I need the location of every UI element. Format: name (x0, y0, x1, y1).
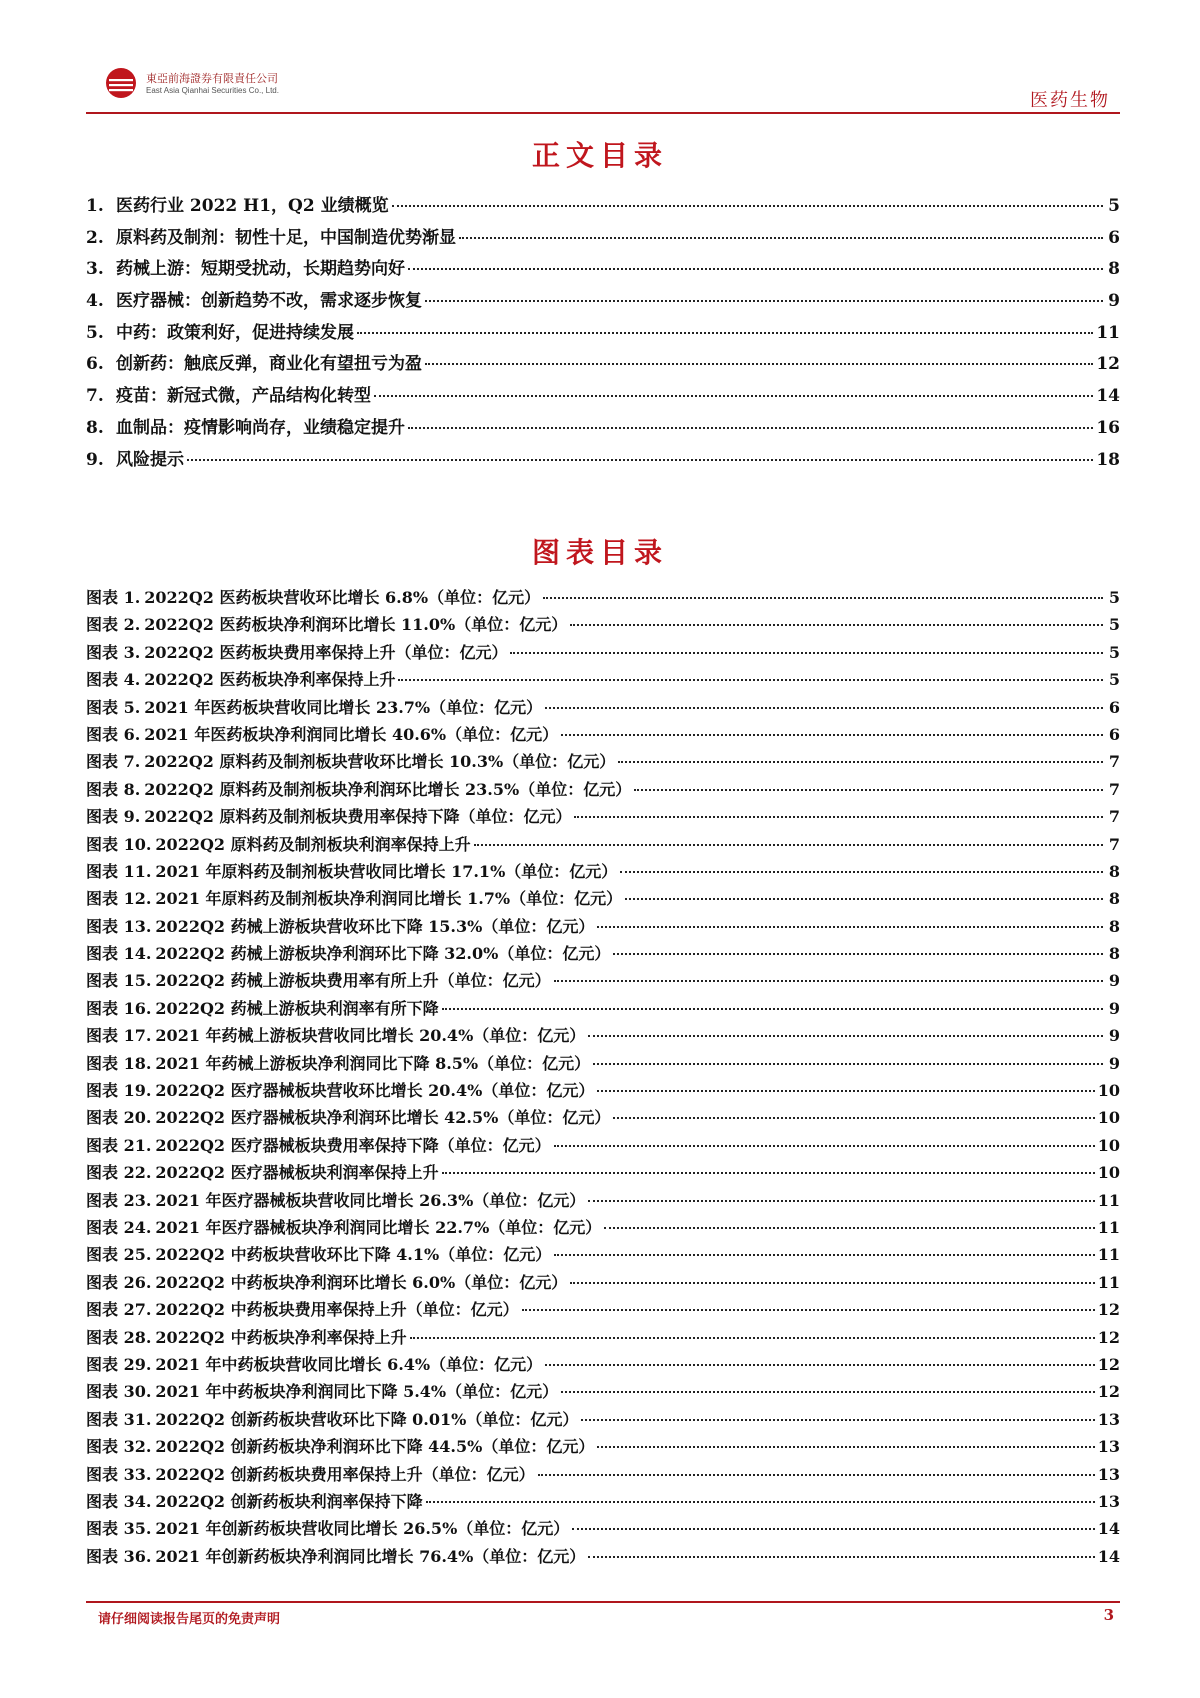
figure-entry[interactable] (86, 667, 1120, 694)
toc-title: 正文目录 (531, 139, 668, 172)
figure-entry-page: 11 (1097, 1272, 1120, 1292)
figure-entry-page: 8 (1108, 889, 1120, 909)
figure-entry[interactable] (86, 1133, 1120, 1160)
figure-entry-title: 2022Q2 医药板块费用率保持上升（单位：亿元） (144, 642, 508, 662)
figure-entry-page: 6 (1108, 697, 1120, 717)
figure-entry-label: 图表 34. (86, 1491, 152, 1511)
figure-entry-title: 2021 年药械上游板块营收同比增长 20.4%（单位：亿元） (155, 1026, 586, 1046)
company-logo-icon (104, 66, 138, 100)
figure-entry-title: 2021 年医药板块营收同比增长 23.7%（单位：亿元） (144, 697, 543, 717)
toc-entry[interactable] (86, 254, 1120, 286)
dot-leader (459, 237, 1103, 239)
figure-entry-page: 6 (1108, 724, 1120, 744)
figure-entry-label: 图表 33. (86, 1464, 152, 1484)
figure-entry-label: 图表 23. (86, 1190, 152, 1210)
figure-entry-page: 10 (1097, 1163, 1120, 1183)
figure-entry-label: 图表 5. (86, 697, 141, 717)
figure-entry-page: 5 (1108, 670, 1120, 690)
figure-entry-label: 图表 6. (86, 724, 141, 744)
figure-entry-label: 图表 19. (86, 1081, 152, 1101)
dot-leader (392, 205, 1103, 207)
figure-entry-title: 2021 年医药板块净利润同比增长 40.6%（单位：亿元） (144, 724, 559, 744)
figure-entry-page: 14 (1097, 1546, 1120, 1566)
figure-entry[interactable] (86, 1297, 1120, 1324)
figure-entry-label: 图表 17. (86, 1026, 152, 1046)
figure-entry[interactable] (86, 1407, 1120, 1434)
figure-entry-title: 2022Q2 原料药及制剂板块利润率保持上升 (155, 834, 471, 854)
figure-entry-title: 2022Q2 药械上游板块利润率有所下降 (155, 998, 439, 1018)
figure-entry-title: 2022Q2 创新药板块营收环比下降 0.01%（单位：亿元） (155, 1409, 579, 1429)
figure-entry[interactable] (86, 640, 1120, 667)
figure-entry[interactable] (86, 1105, 1120, 1132)
toc-entry[interactable] (86, 286, 1120, 318)
sector-label: 医药生物 (1030, 90, 1110, 111)
figure-entry-label: 图表 10. (86, 834, 152, 854)
figure-entry-page: 5 (1108, 642, 1120, 662)
figure-entry-title: 2022Q2 中药板块费用率保持上升（单位：亿元） (155, 1300, 519, 1320)
figure-entry-page: 13 (1097, 1491, 1120, 1511)
figure-entry-label: 图表 16. (86, 998, 152, 1018)
figure-entry[interactable] (86, 1379, 1120, 1406)
figure-entry[interactable] (86, 941, 1120, 968)
figure-entry-page: 11 (1097, 1217, 1120, 1237)
figure-entry-label: 图表 21. (86, 1135, 152, 1155)
toc-entry-number: 6. (86, 354, 104, 375)
figure-entry[interactable] (86, 914, 1120, 941)
figure-entry-title: 2022Q2 医药板块营收环比增长 6.8%（单位：亿元） (144, 588, 541, 607)
figure-entry-title: 2021 年药械上游板块净利润同比下降 8.5%（单位：亿元） (155, 1053, 591, 1073)
figure-entry-label: 图表 1. (86, 588, 141, 607)
figure-entry-title: 2022Q2 原料药及制剂板块费用率保持下降（单位：亿元） (144, 807, 572, 827)
page-header (86, 66, 1120, 112)
figure-entry-page: 5 (1108, 588, 1120, 607)
figure-entry[interactable] (86, 722, 1120, 749)
figure-entry-label: 图表 18. (86, 1053, 152, 1073)
figure-entry-page: 12 (1097, 1327, 1120, 1347)
figure-entry-label: 图表 27. (86, 1300, 152, 1320)
figure-entry[interactable] (86, 1352, 1120, 1379)
figure-entry-label: 图表 4. (86, 670, 141, 690)
toc-entry-number: 5. (86, 322, 104, 343)
dot-leader (634, 789, 1103, 791)
figure-entry[interactable] (86, 1516, 1120, 1543)
dot-leader (588, 1035, 1103, 1037)
figure-entry-title: 2022Q2 中药板块营收环比下降 4.1%（单位：亿元） (155, 1245, 552, 1265)
figure-entry-label: 图表 11. (86, 861, 152, 881)
figure-entry-page: 13 (1097, 1409, 1120, 1429)
dot-leader (593, 1063, 1103, 1065)
dot-leader (597, 1446, 1094, 1448)
toc-entry[interactable] (86, 381, 1120, 413)
toc-entry-title: 医药行业 2022 H1，Q2 业绩概览 (116, 196, 389, 216)
toc-entry-number: 1. (86, 196, 104, 216)
figure-entry-title: 2022Q2 医药板块净利润环比增长 11.0%（单位：亿元） (144, 615, 568, 635)
figures-toc-title: 图表目录 (531, 536, 668, 569)
figure-entry-title: 2021 年原料药及制剂板块营收同比增长 17.1%（单位：亿元） (155, 861, 618, 881)
toc-entry-title: 创新药：触底反弹，商业化有望扭亏为盈 (116, 354, 422, 375)
dot-leader (408, 268, 1103, 270)
figure-entry[interactable] (86, 996, 1120, 1023)
figure-entry-page: 11 (1097, 1190, 1120, 1210)
figure-entry-label: 图表 25. (86, 1245, 152, 1265)
figure-entry-page: 8 (1108, 944, 1120, 964)
figure-entry-page: 8 (1108, 916, 1120, 936)
figure-entry-label: 图表 2. (86, 615, 141, 635)
figure-entry-page: 10 (1097, 1081, 1120, 1101)
figure-entry-title: 2022Q2 药械上游板块营收环比下降 15.3%（单位：亿元） (155, 916, 595, 936)
figure-entry-title: 2022Q2 创新药板块费用率保持上升（单位：亿元） (155, 1464, 535, 1484)
toc-entry-page: 18 (1096, 449, 1120, 470)
figure-entry-title: 2022Q2 创新药板块利润率保持下降 (155, 1491, 423, 1511)
figure-entry-title: 2021 年中药板块净利润同比下降 5.4%（单位：亿元） (155, 1382, 559, 1402)
figure-entry-page: 13 (1097, 1464, 1120, 1484)
figure-entry-label: 图表 22. (86, 1163, 152, 1183)
figure-entry[interactable] (86, 1489, 1120, 1516)
figure-entry-title: 2021 年创新药板块净利润同比增长 76.4%（单位：亿元） (155, 1546, 586, 1566)
figure-entry-label: 图表 36. (86, 1546, 152, 1566)
figure-entry-page: 5 (1108, 615, 1120, 635)
figure-entry-page: 12 (1097, 1382, 1120, 1402)
figure-entry[interactable] (86, 749, 1120, 776)
figure-entry-label: 图表 12. (86, 889, 152, 909)
toc-entry[interactable] (86, 223, 1120, 255)
dot-leader (374, 395, 1093, 397)
dot-leader (574, 816, 1103, 818)
figure-entry-page: 9 (1108, 971, 1120, 991)
dot-leader (543, 597, 1103, 599)
dot-leader (561, 734, 1103, 736)
toc-entry-title: 风险提示 (116, 449, 184, 470)
figure-entry-label: 图表 9. (86, 807, 141, 827)
figure-entry[interactable] (86, 1023, 1120, 1050)
figure-entry[interactable] (86, 1434, 1120, 1461)
dot-leader (561, 1391, 1095, 1393)
toc-entry-number: 4. (86, 291, 104, 312)
footer-disclaimer: 请仔细阅读报告尾页的免责声明 (98, 1612, 281, 1627)
figure-entry-label: 图表 15. (86, 971, 152, 991)
figure-entry-title: 2022Q2 医疗器械板块净利润环比增长 42.5%（单位：亿元） (155, 1108, 611, 1128)
figure-entry[interactable] (86, 585, 1120, 612)
dot-leader (474, 844, 1103, 846)
figure-entry-page: 14 (1097, 1519, 1120, 1539)
figure-entry-label: 图表 35. (86, 1519, 152, 1539)
dot-leader (613, 1117, 1094, 1119)
figure-entry-label: 图表 24. (86, 1217, 152, 1237)
figure-entry-title: 2021 年医疗器械板块净利润同比增长 22.7%（单位：亿元） (155, 1217, 602, 1237)
toc-entry-title: 中药：政策利好，促进持续发展 (116, 322, 354, 343)
figure-entry-label: 图表 3. (86, 642, 141, 662)
figure-entry-title: 2022Q2 医药板块净利率保持上升 (144, 670, 396, 690)
toc-entry-number: 9. (86, 449, 104, 470)
figure-entry-label: 图表 29. (86, 1354, 152, 1374)
toc-entry-title: 疫苗：新冠式微，产品结构化转型 (116, 386, 371, 407)
dot-leader (554, 980, 1103, 982)
figure-entry[interactable] (86, 777, 1120, 804)
figure-entry-page: 9 (1108, 1053, 1120, 1073)
figure-entry-title: 2021 年创新药板块营收同比增长 26.5%（单位：亿元） (155, 1519, 570, 1539)
figure-entry-title: 2022Q2 医疗器械板块费用率保持下降（单位：亿元） (155, 1135, 551, 1155)
figure-entry-title: 2022Q2 医疗器械板块利润率保持上升 (155, 1163, 439, 1183)
figure-entry-label: 图表 31. (86, 1409, 152, 1429)
figure-entry-label: 图表 20. (86, 1108, 152, 1128)
dot-leader (620, 871, 1103, 873)
dot-leader (570, 624, 1103, 626)
toc-entry[interactable] (86, 191, 1120, 223)
figure-entry-title: 2022Q2 中药板块净利率保持上升 (155, 1327, 407, 1347)
figure-entry-page: 7 (1108, 779, 1120, 799)
company-name-cn: 東亞前海證券有限責任公司 (146, 72, 278, 85)
figure-entry[interactable] (86, 1242, 1120, 1269)
figure-entry[interactable] (86, 1188, 1120, 1215)
figure-entry[interactable] (86, 612, 1120, 639)
toc-entry-page: 5 (1108, 196, 1120, 216)
footer-divider (86, 1601, 1120, 1603)
dot-leader (572, 1528, 1094, 1530)
figure-entry-page: 7 (1108, 834, 1120, 854)
toc-entry[interactable] (86, 349, 1120, 381)
toc-entry-page: 12 (1096, 354, 1120, 375)
figure-entry-title: 2022Q2 创新药板块净利润环比下降 44.5%（单位：亿元） (155, 1437, 595, 1457)
page-number: 3 (1103, 1606, 1114, 1624)
dot-leader (597, 926, 1103, 928)
figure-entry-label: 图表 14. (86, 944, 152, 964)
figure-entry-label: 图表 7. (86, 752, 141, 772)
figure-entry-title: 2021 年医疗器械板块营收同比增长 26.3%（单位：亿元） (155, 1190, 586, 1210)
toc-entry-title: 血制品：疫情影响尚存，业绩稳定提升 (116, 417, 405, 438)
figure-entry-title: 2022Q2 药械上游板块费用率有所上升（单位：亿元） (155, 971, 551, 991)
dot-leader (426, 1501, 1095, 1503)
dot-leader (522, 1309, 1095, 1311)
toc-list (86, 191, 1120, 476)
figure-entry-page: 10 (1097, 1135, 1120, 1155)
dot-leader (408, 427, 1093, 429)
figure-entry-page: 9 (1108, 998, 1120, 1018)
dot-leader (545, 1364, 1095, 1366)
figure-entry[interactable] (86, 1270, 1120, 1297)
dot-leader (442, 1172, 1095, 1174)
dot-leader (538, 1474, 1095, 1476)
dot-leader (545, 707, 1103, 709)
dot-leader (581, 1419, 1094, 1421)
dot-leader (357, 332, 1093, 334)
toc-entry[interactable] (86, 413, 1120, 445)
dot-leader (410, 1337, 1095, 1339)
figure-entry[interactable] (86, 886, 1120, 913)
dot-leader (588, 1200, 1094, 1202)
dot-leader (510, 652, 1103, 654)
figure-entry-page: 12 (1097, 1354, 1120, 1374)
dot-leader (604, 1227, 1094, 1229)
figure-entry-title: 2021 年原料药及制剂板块净利润同比增长 1.7%（单位：亿元） (155, 889, 623, 909)
figure-entry[interactable] (86, 968, 1120, 995)
toc-entry-title: 药械上游：短期受扰动，长期趋势向好 (116, 259, 405, 280)
figure-entry-page: 10 (1097, 1108, 1120, 1128)
figure-entry[interactable] (86, 1325, 1120, 1352)
toc-entry[interactable] (86, 445, 1120, 477)
figure-entry-page: 8 (1108, 861, 1120, 881)
figure-entry-label: 图表 30. (86, 1382, 152, 1402)
dot-leader (425, 300, 1103, 302)
toc-entry-page: 11 (1096, 322, 1120, 343)
figure-entry-title: 2022Q2 医疗器械板块营收环比增长 20.4%（单位：亿元） (155, 1081, 595, 1101)
figure-entry-page: 9 (1108, 1026, 1120, 1046)
figure-entry-page: 13 (1097, 1437, 1120, 1457)
figure-entry[interactable] (86, 1462, 1120, 1489)
dot-leader (625, 898, 1103, 900)
header-divider (86, 112, 1120, 114)
figure-entry[interactable] (86, 859, 1120, 886)
dot-leader (570, 1282, 1095, 1284)
toc-entry-number: 7. (86, 386, 104, 407)
figure-entry-title: 2022Q2 原料药及制剂板块净利润环比增长 23.5%（单位：亿元） (144, 779, 632, 799)
figure-entry[interactable] (86, 1078, 1120, 1105)
figure-entry-label: 图表 13. (86, 916, 152, 936)
toc-entry[interactable] (86, 318, 1120, 350)
toc-entry-page: 8 (1108, 259, 1120, 280)
dot-leader (554, 1254, 1095, 1256)
dot-leader (398, 679, 1103, 681)
figure-entry[interactable] (86, 804, 1120, 831)
dot-leader (613, 953, 1103, 955)
figures-toc-list (86, 585, 1120, 1571)
figure-entry[interactable] (86, 1051, 1120, 1078)
figure-entry-page: 11 (1097, 1245, 1120, 1265)
figure-entry-page: 7 (1108, 807, 1120, 827)
figure-entry-title: 2021 年中药板块营收同比增长 6.4%（单位：亿元） (155, 1354, 543, 1374)
figure-entry-label: 图表 28. (86, 1327, 152, 1347)
dot-leader (588, 1556, 1094, 1558)
dot-leader (187, 459, 1093, 461)
figure-entry-label: 图表 26. (86, 1272, 152, 1292)
dot-leader (618, 761, 1103, 763)
toc-entry-page: 6 (1108, 227, 1120, 248)
dot-leader (442, 1008, 1103, 1010)
dot-leader (554, 1145, 1095, 1147)
figure-entry-label: 图表 32. (86, 1437, 152, 1457)
figure-entry[interactable] (86, 1544, 1120, 1571)
toc-entry-number: 2. (86, 227, 104, 248)
figure-entry[interactable] (86, 695, 1120, 722)
toc-entry-number: 3. (86, 259, 104, 280)
toc-entry-number: 8. (86, 417, 104, 438)
figure-entry[interactable] (86, 832, 1120, 859)
toc-entry-page: 16 (1096, 417, 1120, 438)
company-name-en: East Asia Qianhai Securities Co., Ltd. (146, 86, 279, 95)
figure-entry[interactable] (86, 1160, 1120, 1187)
figure-entry-page: 12 (1097, 1300, 1120, 1320)
figure-entry[interactable] (86, 1215, 1120, 1242)
figure-entry-label: 图表 8. (86, 779, 141, 799)
toc-entry-page: 14 (1096, 386, 1120, 407)
figure-entry-title: 2022Q2 原料药及制剂板块营收环比增长 10.3%（单位：亿元） (144, 752, 616, 772)
dot-leader (597, 1090, 1094, 1092)
figure-entry-page: 7 (1108, 752, 1120, 772)
figure-entry-title: 2022Q2 药械上游板块净利润环比下降 32.0%（单位：亿元） (155, 944, 611, 964)
dot-leader (425, 363, 1093, 365)
toc-entry-page: 9 (1108, 291, 1120, 312)
toc-entry-title: 医疗器械：创新趋势不改，需求逐步恢复 (116, 291, 422, 312)
figure-entry-title: 2022Q2 中药板块净利润环比增长 6.0%（单位：亿元） (155, 1272, 568, 1292)
toc-entry-title: 原料药及制剂：韧性十足，中国制造优势渐显 (116, 227, 456, 248)
